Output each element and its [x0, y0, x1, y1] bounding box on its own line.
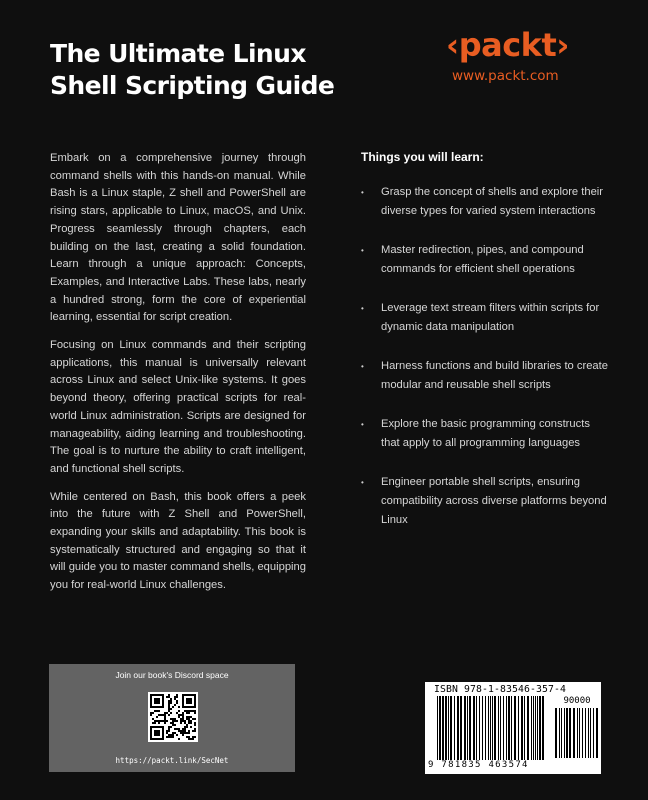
learn-list	[361, 183, 609, 530]
learn-heading: Things you will learn:	[361, 150, 484, 164]
learn-item: • Harness functions and build libraries to create modular and reusable shell scripts	[361, 357, 609, 395]
learn-item: • Master redirection, pipes, and compound commands for efficient shell operations	[361, 241, 609, 279]
description-paragraph: Embark on a comprehensive journey through command shells with this hands-on manual. While Bash is a Linux staple, Z shell and PowerShell are rising stars, applicable to Linux, macOS, and Unix. Progress seamlessly through chapters, each building on the last, creating a solid foundation. Learn through a unique approach: Concepts, Examples, and Interactive Labs. These labs, nearly a hundred strong, form the core of experiential learning, essential for script creation.	[50, 152, 306, 324]
learn-item: • Grasp the concept of shells and explore their diverse types for varied system interactions	[361, 183, 609, 221]
book-description	[50, 150, 306, 605]
learn-item: • Leverage text stream filters within scripts for dynamic data manipulation	[361, 299, 609, 337]
learn-item: • Engineer portable shell scripts, ensuring compatibility across diverse platforms beyond Linux	[361, 473, 609, 530]
isbn-barcode	[425, 682, 601, 774]
barcode-addon-bars	[555, 708, 599, 758]
title-line-1: The Ultimate Linux	[50, 39, 306, 68]
learn-item: • Explore the basic programming constructs that apply to all programming languages	[361, 415, 609, 453]
description-paragraph: While centered on Bash, this book offers a peek into the future with Z Shell and PowerShell, expanding your skills and adaptability. This book is systematically structured and engaging so that it will guide you to master command shells, equipping you for real-world Linux challenges.	[50, 490, 306, 592]
discord-link[interactable]: https://packt.link/SecNet	[115, 756, 229, 765]
discord-label: Join our book's Discord space	[115, 670, 229, 680]
title-line-2: Shell Scripting Guide	[50, 71, 335, 100]
discord-box	[49, 664, 295, 772]
description-paragraph: Focusing on Linux commands and their scripting applications, this manual is universally relevant across Linux and select Unix-like systems. It goes beyond theory, offering practical scripts for real-world Linux administration. Scripts are designed for manageability, aiding learning and troubleshooting. The goal is to nurture the ability to craft intelligent, and functional shell scripts.	[50, 339, 306, 475]
packt-logo: ‹packt›	[446, 26, 569, 64]
barcode-addon-number: 90000	[563, 696, 591, 706]
book-title	[50, 38, 334, 102]
barcode-bars	[437, 696, 545, 760]
isbn-text: ISBN 978-1-83546-357-4	[434, 684, 566, 695]
website-url: www.packt.com	[452, 68, 559, 84]
barcode-number: 9 781835 463574	[428, 760, 529, 770]
qr-code-icon[interactable]	[148, 692, 198, 742]
learning-outcomes	[361, 150, 609, 550]
